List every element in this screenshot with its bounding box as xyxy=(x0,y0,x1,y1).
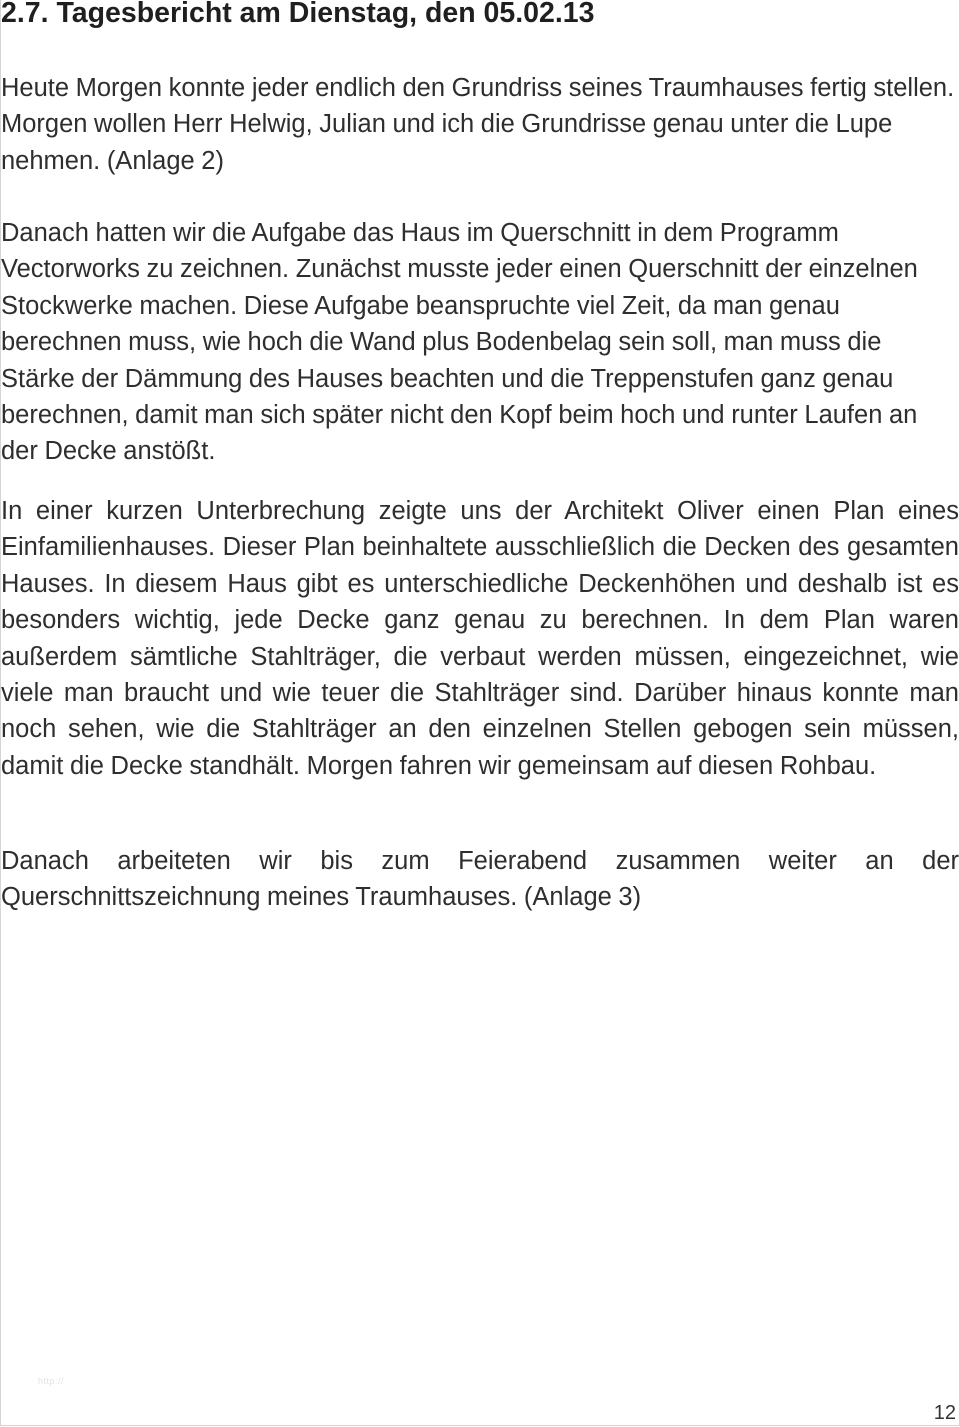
section-heading: 2.7. Tagesbericht am Dienstag, den 05.02.13 xyxy=(1,0,595,29)
page-number: 12 xyxy=(933,1402,956,1424)
paragraph-3: In einer kurzen Unterbrechung zeigte uns der Architekt Oliver einen Plan eines Einfamilienhauses. Dieser Plan beinhaltete ausschließlich die Decken des gesamten Hauses. In diesem Haus gibt es unterschiedliche Deckenhöhen und deshalb ist es besonders wichtig, jede Decke ganz genau zu berechnen. In dem Plan waren außerdem sämtliche Stahlträger, die verbaut werden müssen, eingezeichnet, wie viele man braucht und wie teuer die Stahlträger sind. Darüber hinaus konnte man noch sehen, wie die Stahlträger an den einzelnen Stellen gebogen sein müssen, damit die Decke standhält. Morgen fahren wir gemeinsam auf diesen Rohbau. xyxy=(1,497,959,780)
paragraph-2: Danach hatten wir die Aufgabe das Haus im Querschnitt in dem Programm Vectorworks zu zeichnen. Zunächst musste jeder einen Querschnitt der einzelnen Stockwerke machen. Diese Aufgabe beanspruchte viel Zeit, da man genau berechnen muss, wie hoch die Wand plus Bodenbelag sein soll, man muss die Stärke der Dämmung des Hauses beachten und die Treppenstufen ganz genau berechnen, damit man sich später nicht den Kopf beim hoch und runter Laufen an der Decke anstößt. xyxy=(1,219,918,466)
paragraph-4: Danach arbeiteten wir bis zum Feierabend zusammen weiter an der Querschnittszeichnung meines Traumhauses. (Anlage 3) xyxy=(1,847,959,912)
footer-watermark: http:// xyxy=(38,1376,65,1386)
paragraph-1: Heute Morgen konnte jeder endlich den Grundriss seines Traumhauses fertig stellen. Morgen wollen Herr Helwig, Julian und ich die Grundrisse genau unter die Lupe nehmen. (Anlage 2) xyxy=(1,74,955,175)
